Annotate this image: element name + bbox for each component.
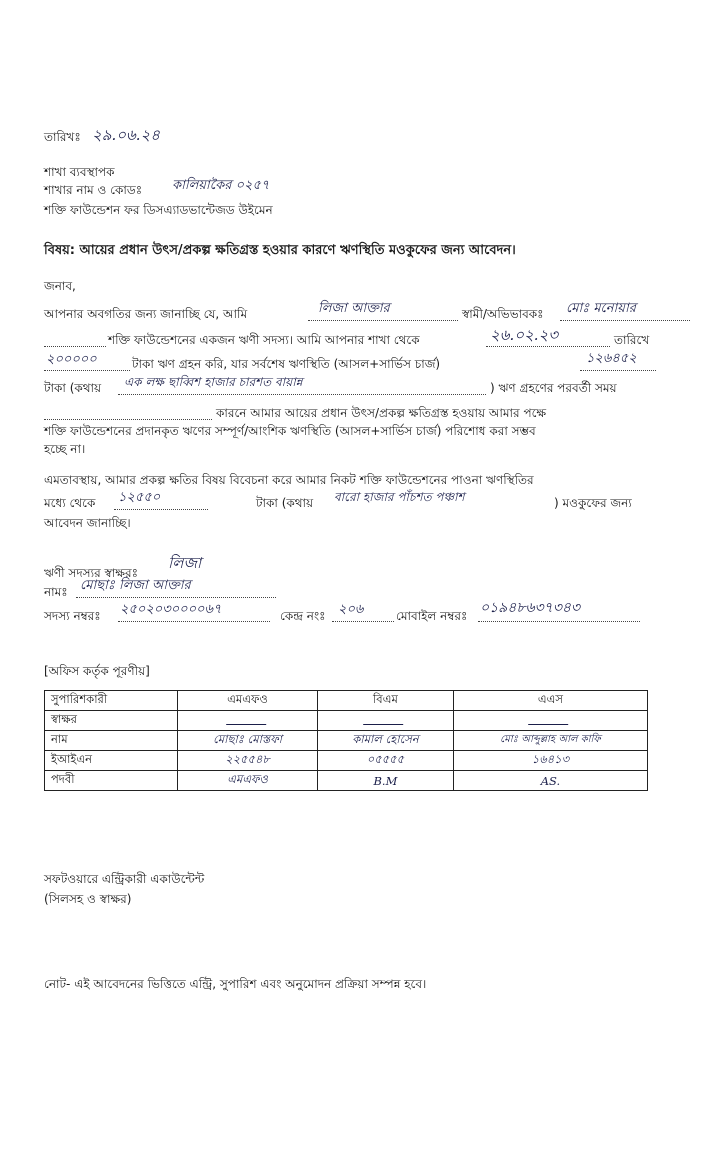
- col-header-recommender: সুপারিশকারী: [45, 691, 178, 711]
- p2-b: মধ্যে থেকে: [44, 496, 96, 510]
- p2-c: টাকা (কথায়: [256, 496, 314, 510]
- col-header-bm: বিএম: [318, 691, 454, 711]
- branch-manager: শাখা ব্যবস্থাপক: [44, 165, 115, 179]
- center-label: কেন্দ্র নংঃ: [280, 609, 326, 623]
- p1-j: হচ্ছে না।: [44, 442, 86, 456]
- as-ein: ১৬৪১৩: [453, 751, 647, 771]
- mfo-signature: [178, 711, 318, 731]
- date-label: তারিখঃ: [44, 130, 81, 144]
- salutation: জনাব,: [44, 279, 76, 293]
- p1-e: টাকা ঋণ গ্রহন করি, যার সর্বশেষ ঋণস্থিতি (আসল+সার্ভিস চার্জ): [132, 357, 441, 371]
- p1-g: ) ঋণ গ্রহণের পরবর্তী সময়: [490, 381, 617, 395]
- member-id-label: সদস্য নম্বরঃ: [44, 609, 101, 623]
- waive-words-hw: বারো হাজার পাঁচশত পঞ্চাশ: [334, 490, 465, 504]
- member-name-label: নামঃ: [44, 585, 68, 599]
- member-sig-hw: লিজা: [168, 554, 202, 572]
- mfo-ein: ২২৫৫৪৮: [178, 751, 318, 771]
- p1-c: শক্তি ফাউন্ডেশনের একজন ঋণী সদস্য। আমি আপনার শাখা থেকে: [108, 333, 420, 347]
- member-name-hw: লিজা আক্তার: [318, 301, 390, 316]
- mfo-designation: এমএফও: [178, 771, 318, 791]
- p2-a: এমতাবস্থায়, আমার প্রকল্প ক্ষতির বিষয় বিবেচনা করে আমার নিকট শক্তি ফাউন্ডেশনের পাওনা ঋণস্থিতির: [44, 473, 534, 487]
- software-line2: (সিলসহ ও স্বাক্ষর): [44, 892, 132, 906]
- table-header-row: [45, 691, 648, 711]
- branch-value: কালিয়াকৈর ০২৫৭: [172, 178, 270, 193]
- bm-ein: ০৫৫৫৫: [318, 751, 454, 771]
- table-row: [45, 751, 648, 771]
- row-label-signature: স্বাক্ষর: [45, 711, 178, 731]
- as-name: মোঃ আব্দুল্লাহ আল কাফি: [453, 731, 647, 751]
- loan-date-hw: ২৬.০২.২৩: [490, 326, 559, 344]
- row-label-ein: ইআইএন: [45, 751, 178, 771]
- p1-b: স্বামী/অভিভাবকঃ: [462, 307, 544, 321]
- office-heading: [অফিস কর্তৃক পূরণীয়]: [44, 664, 150, 678]
- row-label-designation: পদবী: [45, 771, 178, 791]
- mobile-label: মোবাইল নম্বরঃ: [396, 609, 468, 623]
- member-sig-label: ঋণী সদস্যর স্বাক্ষরঃ: [44, 566, 138, 580]
- center-hw: ২০৬: [338, 602, 364, 617]
- p1-a: আপনার অবগতির জন্য জানাচ্ছি যে, আমি: [44, 307, 248, 321]
- as-signature: [453, 711, 647, 731]
- software-line1: সফটওয়ারে এন্ট্রিকারী একাউন্টেন্ট: [44, 872, 205, 886]
- p1-d: তারিখে: [614, 333, 650, 347]
- outstanding-hw: ১২৬৪৫২: [586, 351, 637, 366]
- table-row: [45, 711, 648, 731]
- p1-h: কারনে আমার আয়ের প্রধান উৎস/প্রকল্প ক্ষতিগ্রস্ত হওয়ায় আমার পক্ষে: [216, 406, 547, 420]
- table-row: [45, 731, 648, 751]
- mfo-name: মোছাঃ মোস্তফা: [178, 731, 318, 751]
- bm-signature: [318, 711, 454, 731]
- bm-name: কামাল হোসেন: [318, 731, 454, 751]
- date-value: ২৯.০৬.২৪: [92, 126, 161, 144]
- outstanding-words-hw: এক লক্ষ ছাব্বিশ হাজার চারশত বায়ান্ন: [124, 375, 303, 389]
- col-header-as: এএস: [453, 691, 647, 711]
- p2-e: আবেদন জানাচ্ছি।: [44, 516, 131, 530]
- guardian-hw: মোঃ মনোয়ার: [566, 301, 636, 316]
- row-label-name: নাম: [45, 731, 178, 751]
- p2-d: ) মওকুফের জন্য: [554, 496, 632, 510]
- as-designation: AS.: [453, 771, 647, 791]
- subject-line: বিষয়: আয়ের প্রধান উৎস/প্রকল্প ক্ষতিগ্রস্ত হওয়ার কারণে ঋণস্থিতি মওকুফের জন্য আবেদন।: [44, 243, 516, 258]
- bm-designation: B.M: [318, 771, 454, 791]
- p1-f: টাকা (কথায়: [44, 381, 102, 395]
- org-name: শক্তি ফাউন্ডেশন ফর ডিসএ্যাডভান্টেজড উইমেন: [44, 203, 273, 217]
- mobile-hw: ০১৯৪৮৬৩৭৩৪৩: [480, 600, 581, 616]
- note: নোট- এই আবেদনের ভিত্তিতে এন্ট্রি, সুপারিশ এবং অনুমোদন প্রক্রিয়া সম্পন্ন হবে।: [44, 977, 427, 991]
- col-header-mfo: এমএফও: [178, 691, 318, 711]
- waive-amount-hw: ১২৫৫০: [118, 490, 161, 505]
- branch-label: শাখার নাম ও কোডঃ: [44, 183, 143, 197]
- p1-i: শক্তি ফাউন্ডেশনের প্রদানকৃত ঋণের সম্পূর্ণ/আংশিক ঋণস্থিতি (আসল+সার্ভিস চার্জ) পরিশোধ করা সম্ভব: [44, 424, 536, 438]
- member-name-hw2: মোছাঃ লিজা আক্তার: [80, 578, 191, 593]
- table-row: [45, 771, 648, 791]
- member-id-hw: ২৫০২০৩০০০০৬৭: [120, 602, 222, 617]
- loan-amount-hw: ২০০০০০: [46, 352, 97, 367]
- office-table: [44, 690, 648, 791]
